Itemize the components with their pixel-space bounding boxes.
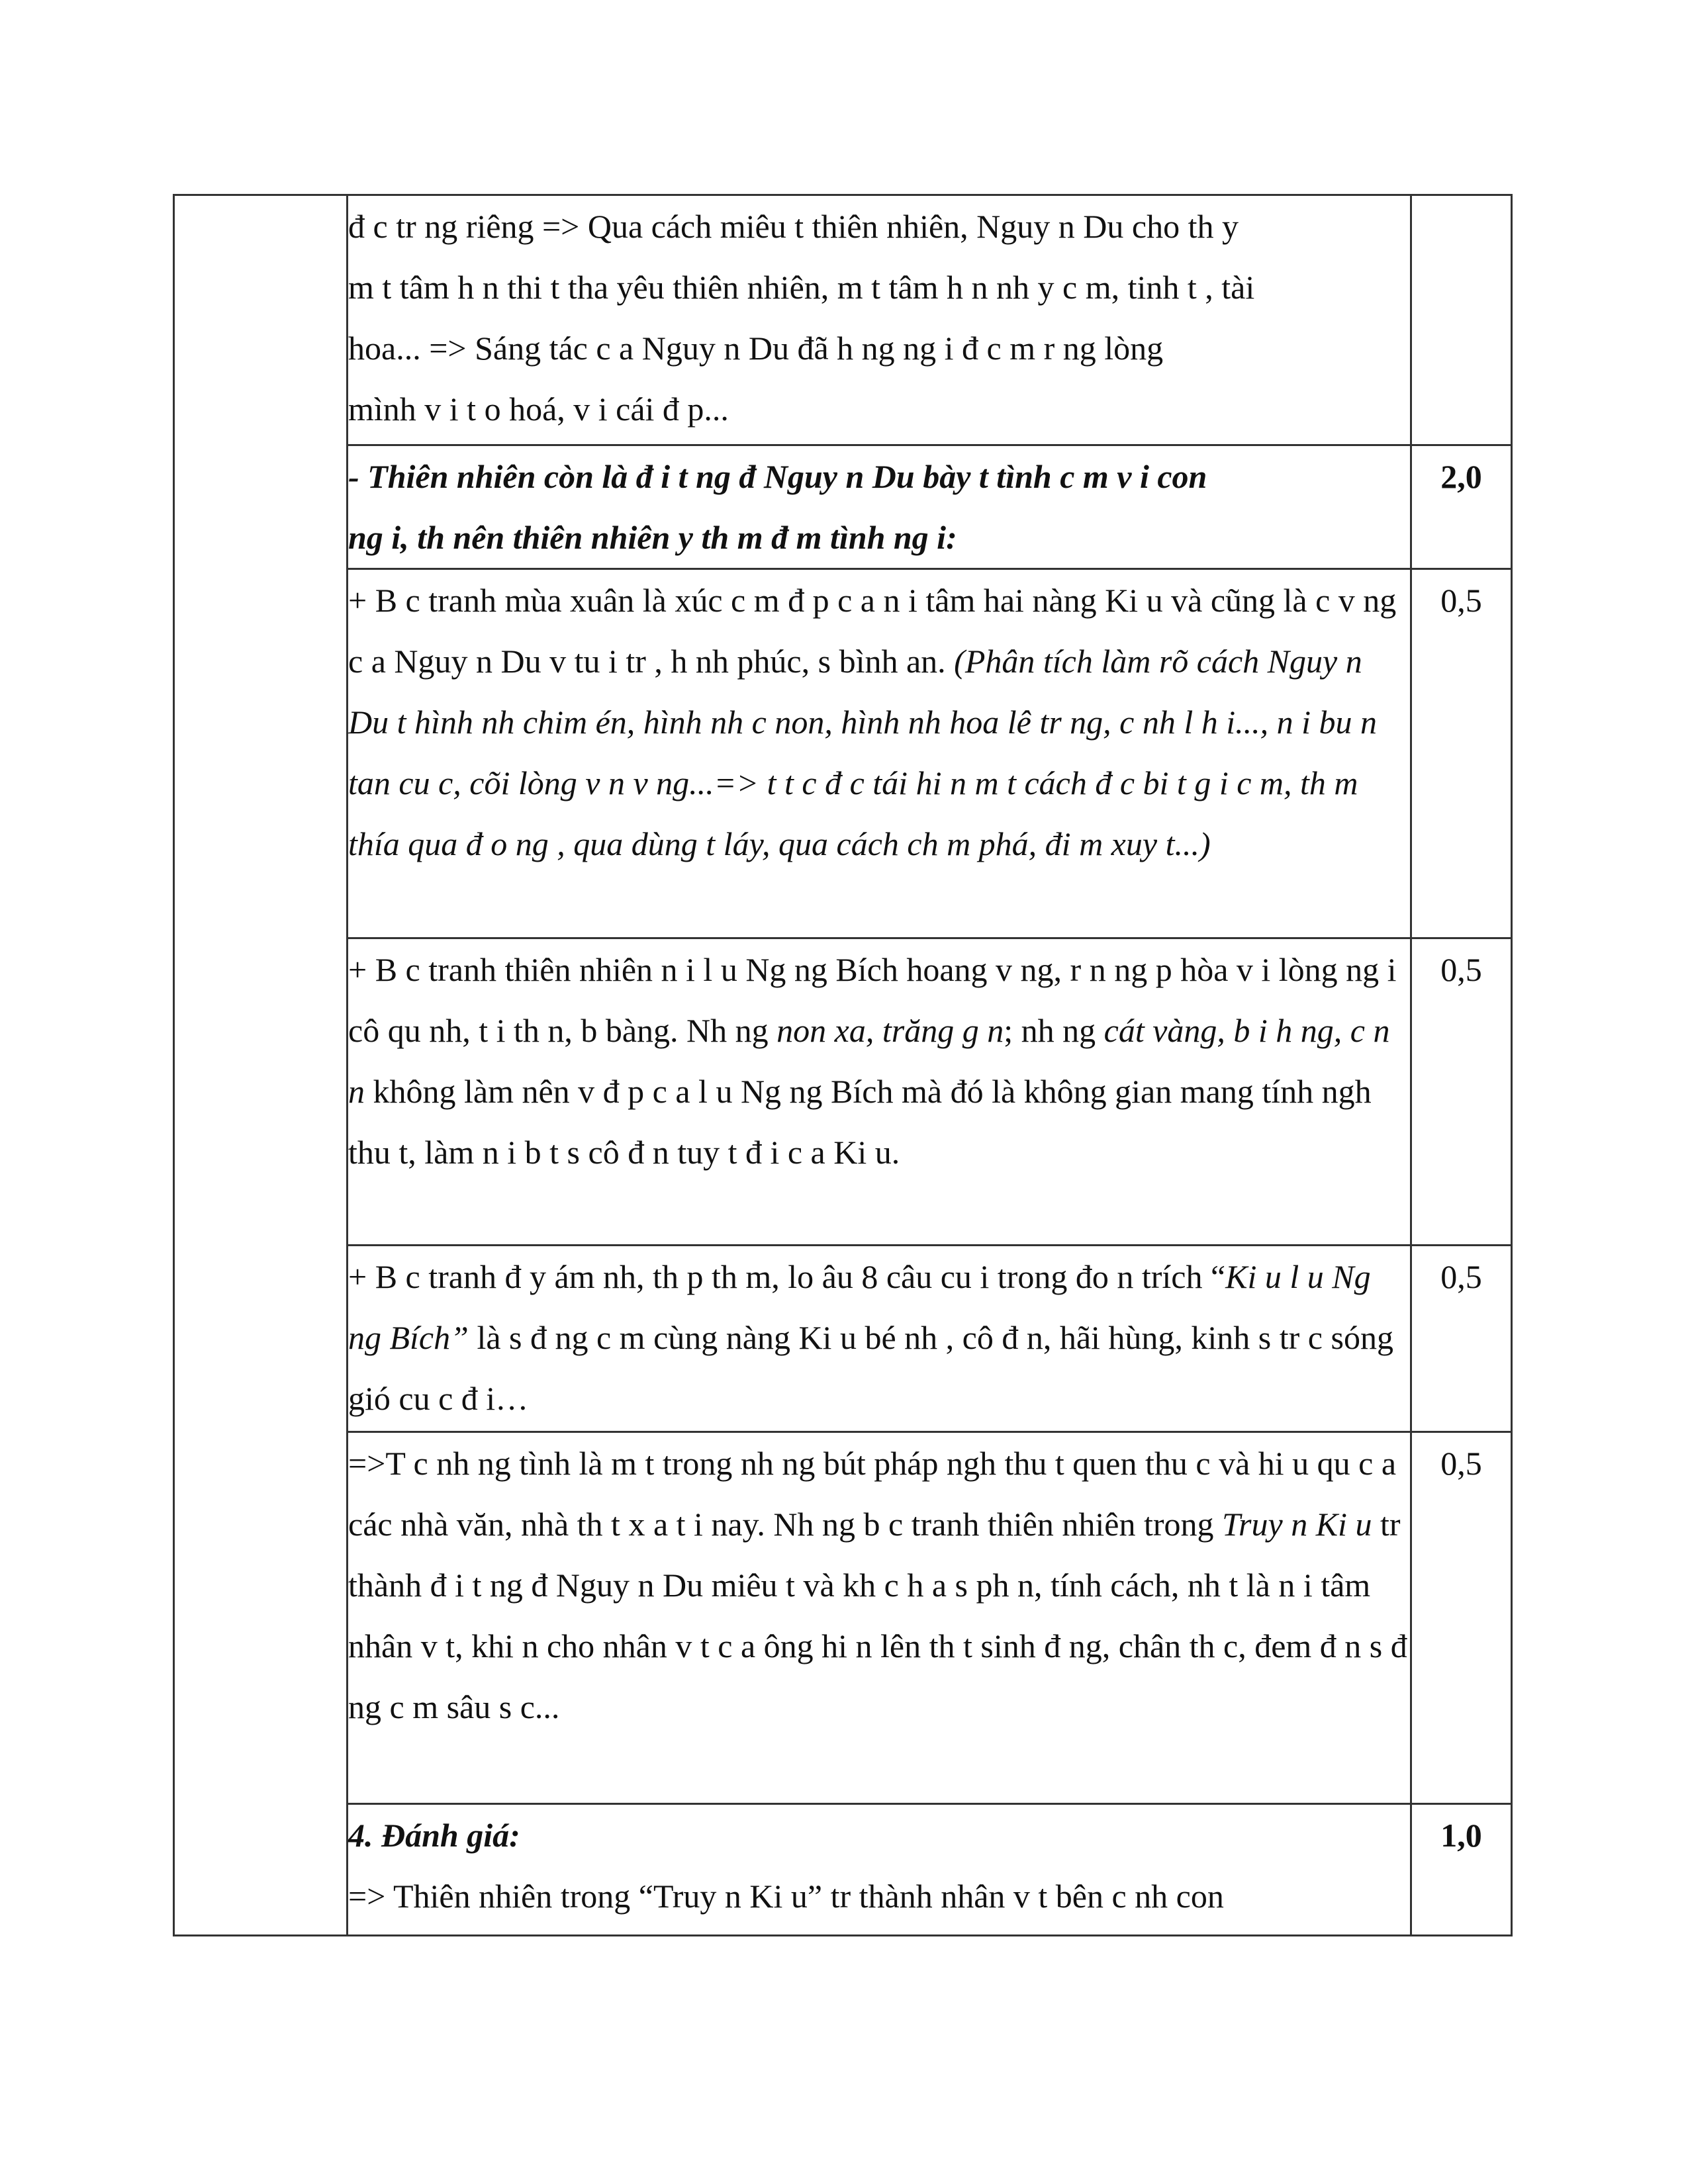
text-line: ng i, th nên thiên nhiên y th m đ m tình ng i: xyxy=(348,519,957,556)
content-cell xyxy=(348,1804,1411,1936)
score-cell: 1,0 xyxy=(1411,1804,1512,1936)
text-span: tr thành đ i t ng đ Nguy n Du miêu t và kh c h a s ph n, tính cách, nh t là n i tâm nhân v t, khi n cho nhân v t c a ông hi n lên th t sinh đ ng, chân th c, đem đ n s đ ng c m sâu s c... xyxy=(348,1506,1407,1725)
content-cell xyxy=(348,569,1411,938)
content-cell xyxy=(348,1246,1411,1432)
text-span: là s đ ng c m cùng nàng Ki u bé nh , cô đ n, hãi hùng, kinh s tr c sóng gió cu c đ i… xyxy=(348,1319,1393,1417)
section-heading: 4. Đánh giá: xyxy=(348,1817,520,1854)
italic-text-span: Ki u l u Ng ng Bích” xyxy=(348,1258,1371,1356)
score-cell: 0,5 xyxy=(1411,569,1512,938)
content-cell xyxy=(348,195,1411,445)
table-row xyxy=(174,195,1512,445)
table-row xyxy=(174,569,1512,938)
content-cell xyxy=(348,1432,1411,1804)
text-span: =>T c nh ng tình là m t trong nh ng bút pháp ngh thu t quen thu c và hi u qu c a các nhà văn, nhà th t x a t i nay. Nh ng b c tranh thiên nhiên trong xyxy=(348,1445,1397,1543)
italic-text-span: (Phân tích làm rõ cách Nguy n Du t hình nh chim én, hình nh c non, hình nh hoa lê tr ng, c nh l h i..., n i bu n tan cu c, cõi lòng v n v ng...=> t t c đ c tái hi n m t cách đ c bi t g i c m, th m thía qua đ o ng , qua dùng t láy, qua cách ch m phá, đi m xuy t...) xyxy=(348,643,1378,862)
text-span: + B c tranh mùa xuân là xúc c m đ p c a n i tâm hai nàng Ki u và cũng là c v ng c a Nguy n Du v tu i tr , h nh phúc, s bình an. xyxy=(348,582,1397,680)
content-cell xyxy=(348,445,1411,569)
score-cell: 0,5 xyxy=(1411,1432,1512,1804)
answer-table xyxy=(173,194,1513,1936)
text-span: ; nh ng xyxy=(1004,1012,1104,1049)
text-span: + B c tranh thiên nhiên n i l u Ng ng Bích hoang v ng, r n ng p hòa v i lòng ng i cô qu nh, t i th n, b bàng. Nh ng xyxy=(348,951,1397,1049)
text-line: => Thiên nhiên trong “Truy n Ki u” tr thành nhân v t bên c nh con xyxy=(348,1878,1224,1915)
table-row xyxy=(174,1432,1512,1804)
empty-left-cell xyxy=(174,195,348,1936)
table-row xyxy=(174,1804,1512,1936)
text-span: + B c tranh đ y ám nh, th p th m, lo âu 8 câu cu i trong đo n trích “ xyxy=(348,1258,1226,1295)
table-row xyxy=(174,938,1512,1246)
text-span: không làm nên v đ p c a l u Ng ng Bích mà đó là không gian mang tính ngh thu t, làm n i b t s cô đ n tuy t đ i c a Ki u. xyxy=(348,1073,1372,1171)
text-line: mình v i t o hoá, v i cái đ p... xyxy=(348,390,729,428)
score-cell: 0,5 xyxy=(1411,938,1512,1246)
text-line: đ c tr ng riêng => Qua cách miêu t thiên nhiên, Nguy n Du cho th y xyxy=(348,208,1239,245)
italic-text-span: Truy n Ki u xyxy=(1222,1506,1372,1543)
italic-text-span: cát vàng, b i h ng, c n n xyxy=(348,1012,1390,1110)
score-cell: 0,5 xyxy=(1411,1246,1512,1432)
table-row xyxy=(174,1246,1512,1432)
score-cell: 2,0 xyxy=(1411,445,1512,569)
text-line: - Thiên nhiên còn là đ i t ng đ Nguy n Du bày t tình c m v i con xyxy=(348,458,1207,495)
score-cell xyxy=(1411,195,1512,445)
table-row xyxy=(174,445,1512,569)
text-line: m t tâm h n thi t tha yêu thiên nhiên, m t tâm h n nh y c m, tinh t , tài xyxy=(348,269,1255,306)
text-line: hoa... => Sáng tác c a Nguy n Du đã h ng ng i đ c m r ng lòng xyxy=(348,330,1164,367)
content-cell xyxy=(348,938,1411,1246)
italic-text-span: non xa, trăng g n xyxy=(776,1012,1004,1049)
